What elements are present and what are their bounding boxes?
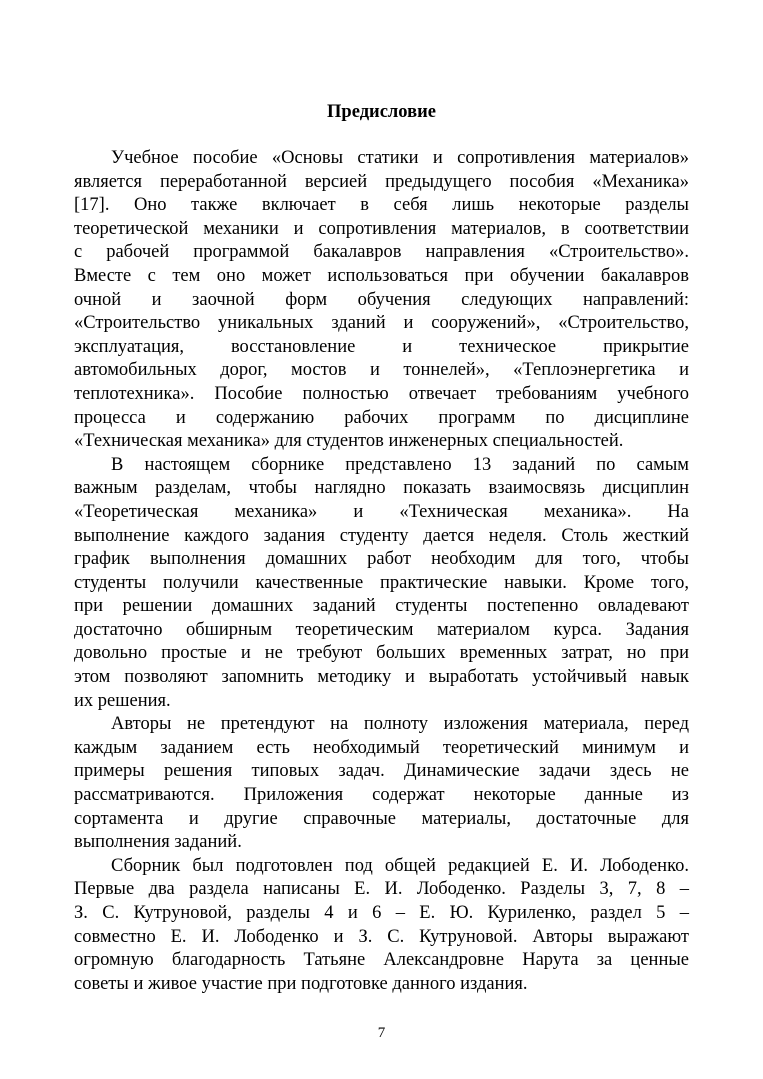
- text-line: совместно Е. И. Лободенко и З. С. Кутруновой. Авторы выражают: [74, 926, 689, 947]
- text-line: З. С. Кутруновой, разделы 4 и 6 – Е. Ю. Куриленко, раздел 5 –: [74, 903, 689, 923]
- text-line: достаточно обширным теоретическим материалом курса. Задания: [74, 619, 689, 640]
- text-line: огромную благодарность Татьяне Александровне Нарута за ценные: [74, 950, 689, 971]
- text-line: каждым заданием есть необходимый теоретический минимум и: [74, 737, 689, 758]
- text-line: «Строительство уникальных зданий и сооружений», «Строительство,: [74, 313, 689, 334]
- text-line: Первые два раздела написаны Е. И. Лободенко. Разделы 3, 7, 8 –: [74, 879, 689, 900]
- text-line: процесса и содержанию рабочих программ по дисциплине: [74, 407, 689, 428]
- text-line: В настоящем сборнике представлено 13 заданий по самым: [111, 454, 689, 475]
- text-line: выполнения заданий.: [74, 832, 242, 853]
- text-line: «Техническая механика» для студентов инженерных специальностей.: [74, 431, 624, 452]
- text-line: с рабочей программой бакалавров направления «Строительство».: [74, 242, 689, 263]
- text-line: рассматриваются. Приложения содержат некоторые данные из: [74, 785, 689, 806]
- text-line: [17]. Оно также включает в себя лишь некоторые разделы: [74, 195, 689, 216]
- text-line: очной и заочной форм обучения следующих направлений:: [74, 289, 689, 310]
- text-line: эксплуатация, восстановление и техническое прикрытие: [74, 336, 689, 357]
- paragraph: [74, 713, 689, 855]
- text-line: выполнение каждого задания студенту дается неделя. Столь жесткий: [74, 525, 689, 546]
- text-line: «Теоретическая механика» и «Техническая механика». На: [74, 501, 689, 522]
- paragraph: [74, 147, 689, 454]
- page-number: 7: [377, 1025, 386, 1041]
- text-line: советы и живое участие при подготовке данного издания.: [74, 973, 528, 994]
- text-line: теплотехника». Пособие полностью отвечает требованиям учебного: [74, 383, 689, 404]
- text-line: сортамента и другие справочные материалы, достаточные для: [74, 808, 689, 829]
- text-line: Сборник был подготовлен под общей редакцией Е. И. Лободенко.: [111, 855, 689, 876]
- text-line: этом позволяют запомнить методику и выработать устойчивый навык: [74, 667, 689, 688]
- text-line: автомобильных дорог, мостов и тоннелей», «Теплоэнергетика и: [74, 360, 689, 381]
- page-title: Предисловие: [327, 102, 436, 122]
- text-line: Авторы не претендуют на полноту изложения материала, перед: [111, 714, 689, 735]
- paragraph: [74, 855, 689, 997]
- text-line: график выполнения домашних работ необходим для того, чтобы: [74, 549, 689, 570]
- text-line: теоретической механики и сопротивления материалов, в соответствии: [74, 218, 689, 239]
- text-line: их решения.: [74, 690, 171, 711]
- text-line: довольно простые и не требуют больших временных затрат, но при: [74, 643, 689, 664]
- text-line: важным разделам, чтобы наглядно показать взаимосвязь дисциплин: [74, 478, 689, 499]
- text-line: является переработанной версией предыдущего пособия «Механика»: [74, 171, 689, 192]
- paragraph: [74, 454, 689, 714]
- text-line: Учебное пособие «Основы статики и сопротивления материалов»: [111, 148, 689, 168]
- body-text: [74, 147, 689, 996]
- text-line: примеры решения типовых задач. Динамические задачи здесь не: [74, 761, 689, 782]
- text-line: студенты получили качественные практические навыки. Кроме того,: [74, 572, 689, 593]
- text-line: Вместе с тем оно может использоваться при обучении бакалавров: [74, 265, 689, 286]
- text-line: при решении домашних заданий студенты постепенно овладевают: [74, 596, 689, 617]
